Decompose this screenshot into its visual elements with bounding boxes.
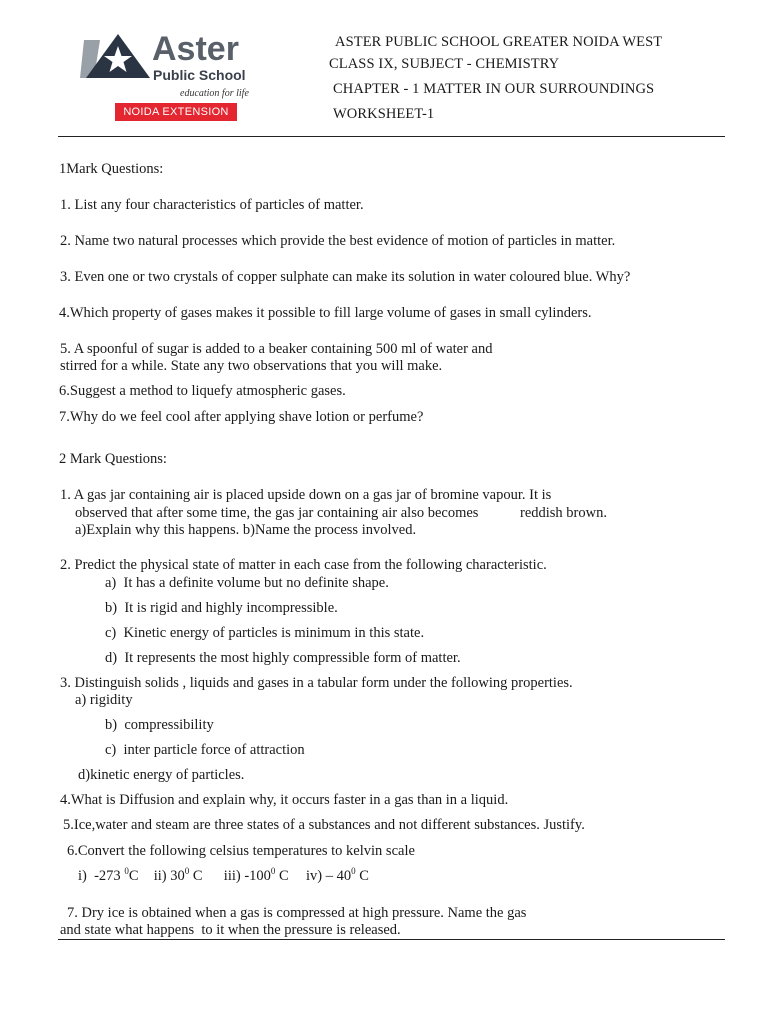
worksheet-title: WORKSHEET-1 [333, 106, 435, 122]
q2c-2mark: c) Kinetic energy of particles is minimum in this state. [105, 625, 425, 641]
q5-2mark: 5.Ice,water and steam are three states of a substances and not different substances. Justify. [63, 817, 585, 833]
q1-2mark-line2b: reddish brown. [520, 505, 607, 521]
temp-iii: iii) $-100^0$ C [223, 866, 289, 884]
q6-2mark: 6.Convert the following celsius temperatures to kelvin scale [67, 843, 415, 859]
footer-divider [58, 939, 725, 940]
q4-2mark: 4.What is Diffusion and explain why, it occurs faster in a gas than in a liquid. [60, 792, 509, 808]
logo-name: Aster [152, 30, 239, 68]
section-1mark-title: 1Mark Questions: [59, 161, 164, 177]
temperature-list [78, 868, 369, 885]
q5-1mark-line2: stirred for a while. State any two observations that you will make. [60, 358, 443, 374]
chapter-title: CHAPTER - 1 MATTER IN OUR SURROUNDINGS [333, 81, 655, 97]
header-divider [58, 136, 725, 137]
q7-2mark-line2: and state what happens to it when the pressure is released. [60, 922, 401, 938]
q2a-2mark: a) It has a definite volume but no definite shape. [105, 575, 389, 591]
q2-1mark: 2. Name two natural processes which provide the best evidence of motion of particles in matter. [60, 233, 616, 249]
q1-1mark: 1. List any four characteristics of particles of matter. [60, 197, 364, 213]
q7-2mark-line1: 7. Dry ice is obtained when a gas is compressed at high pressure. Name the gas [67, 905, 527, 921]
star-triangle-icon [80, 34, 152, 84]
q3c-2mark: c) inter particle force of attraction [105, 742, 305, 758]
q1-2mark-line3: a)Explain why this happens. b)Name the process involved. [75, 522, 417, 538]
q2d-2mark: d) It represents the most highly compressible form of matter. [105, 650, 461, 666]
q3-2mark: 3. Distinguish solids , liquids and gases in a tabular form under the following properties. [60, 675, 573, 691]
q1-2mark-line2: observed that after some time, the gas jar containing air also becomes [75, 505, 479, 521]
q4-1mark: 4.Which property of gases makes it possible to fill large volume of gases in small cylinders. [59, 305, 592, 321]
q3-1mark: 3. Even one or two crystals of copper sulphate can make its solution in water coloured blue. Why? [60, 269, 631, 285]
section-2mark-title: 2 Mark Questions: [59, 451, 167, 467]
q7-1mark: 7.Why do we feel cool after applying shave lotion or perfume? [59, 409, 424, 425]
temp-ii: ii) $30^0$ C [153, 866, 203, 884]
q2-2mark: 2. Predict the physical state of matter in each case from the following characteristic. [60, 557, 547, 573]
q2b-2mark: b) It is rigid and highly incompressible. [105, 600, 338, 616]
logo-subtitle: Public School [153, 67, 246, 83]
temp-i: i) -273 $^0$C [78, 866, 139, 884]
q6-1mark: 6.Suggest a method to liquefy atmospheric gases. [59, 383, 346, 399]
q1-2mark-line1: 1. A gas jar containing air is placed upside down on a gas jar of bromine vapour. It is [60, 487, 552, 503]
q3a-2mark: a) rigidity [75, 692, 133, 708]
logo-badge: NOIDA EXTENSION [115, 103, 237, 121]
q3b-2mark: b) compressibility [105, 717, 214, 733]
school-name: ASTER PUBLIC SCHOOL GREATER NOIDA WEST [335, 34, 663, 50]
q5-1mark-line1: 5. A spoonful of sugar is added to a beaker containing 500 ml of water and [60, 341, 493, 357]
temp-iv: $iv) - 40^0$ C [305, 866, 369, 884]
class-subject: CLASS IX, SUBJECT - CHEMISTRY [329, 56, 560, 72]
q3d-2mark: d)kinetic energy of particles. [78, 767, 245, 783]
logo-tagline: education for life [180, 88, 249, 99]
school-logo [80, 32, 260, 124]
